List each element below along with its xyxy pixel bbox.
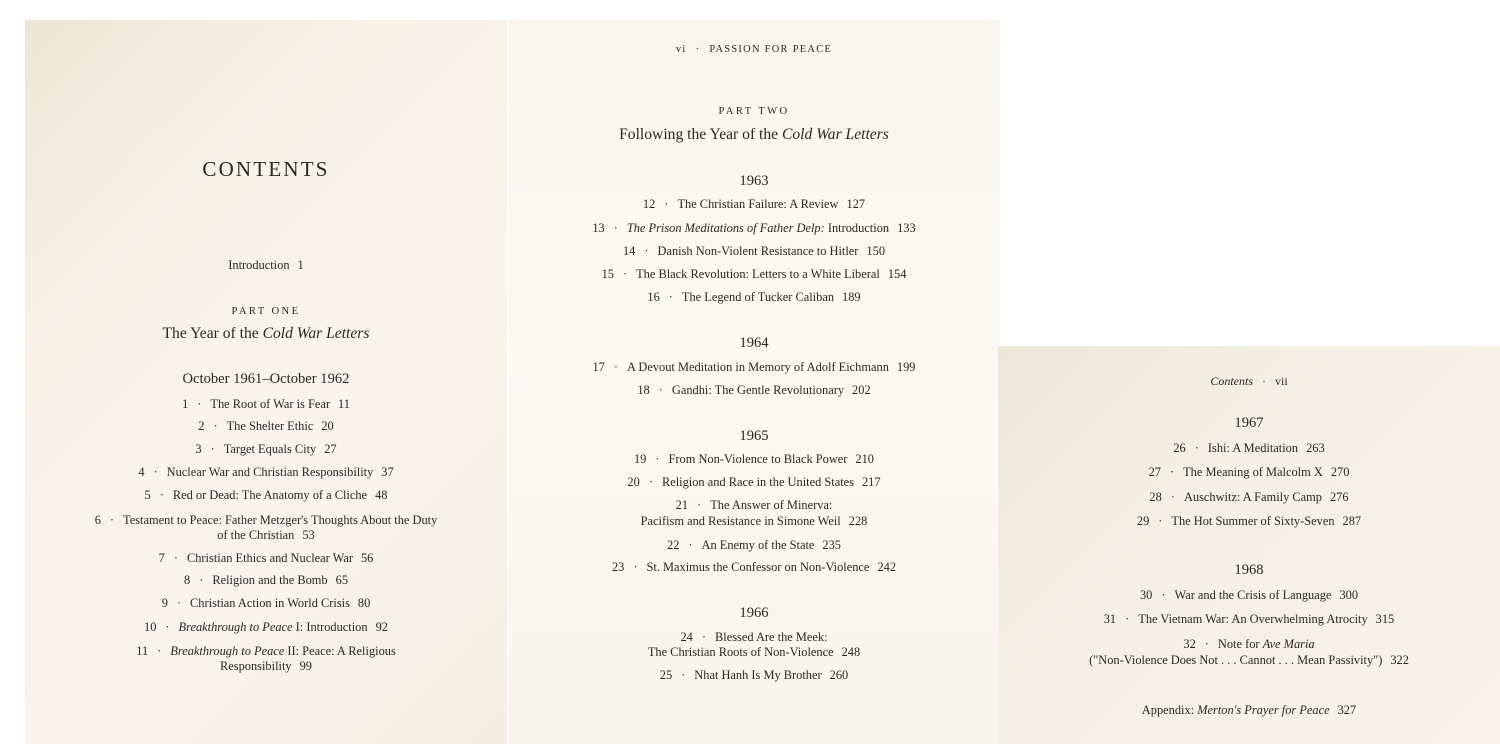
- toc-entry[interactable]: 32 · Note for Ave Maria: [1183, 637, 1315, 651]
- toc-entry[interactable]: 15 · The Black Revolution: Letters to a White Liberal 154: [601, 267, 907, 281]
- contents-page-right: [998, 346, 1500, 744]
- toc-entry[interactable]: 28 · Auschwitz: A Family Camp 276: [1149, 490, 1349, 504]
- toc-entry[interactable]: 19 · From Non-Violence to Black Power 210: [633, 452, 874, 466]
- toc-entry[interactable]: 18 · Gandhi: The Gentle Revolutionary 202: [637, 383, 871, 397]
- year-heading: 1963: [739, 173, 769, 189]
- toc-entry[interactable]: 26 · Ishi: A Meditation 263: [1173, 441, 1325, 455]
- part-two-label: PART TWO: [718, 106, 790, 117]
- year-heading: 1966: [739, 605, 769, 621]
- toc-entry[interactable]: 21 · The Answer of Minerva:: [675, 498, 833, 512]
- toc-entry[interactable]: 9 · Christian Action in World Crisis 80: [161, 596, 371, 610]
- part-one-title: The Year of the Cold War Letters: [162, 325, 370, 342]
- toc-entry[interactable]: 23 · St. Maximus the Confessor on Non-Violence 242: [611, 560, 897, 574]
- year-heading: 1965: [739, 428, 769, 444]
- toc-entry[interactable]: 1 · The Root of War is Fear 11: [182, 397, 350, 411]
- toc-entry[interactable]: 5 · Red or Dead: The Anatomy of a Cliche 48: [144, 488, 388, 502]
- toc-entry[interactable]: 10 · Breakthrough to Peace I: Introduction 92: [144, 620, 388, 634]
- toc-entry[interactable]: 2 · The Shelter Ethic 20: [198, 419, 334, 433]
- contents-page-left: [25, 20, 507, 744]
- toc-entry[interactable]: 14 · Danish Non-Violent Resistance to Hitler 150: [622, 244, 886, 258]
- toc-entry[interactable]: 3 · Target Equals City 27: [195, 442, 337, 456]
- toc-entry[interactable]: 27 · The Meaning of Malcolm X 270: [1148, 465, 1350, 479]
- toc-entry[interactable]: 31 · The Vietnam War: An Overwhelming Atrocity 315: [1103, 612, 1395, 626]
- toc-entry[interactable]: 16 · The Legend of Tucker Caliban 189: [647, 290, 861, 304]
- running-head: Contents · vii: [1210, 374, 1288, 388]
- toc-entry[interactable]: 13 · The Prison Meditations of Father Delp: Introduction 133: [592, 221, 916, 235]
- toc-entry[interactable]: 25 · Nhat Hanh Is My Brother 260: [659, 668, 849, 682]
- part-one-label: PART ONE: [231, 306, 301, 317]
- toc-entry[interactable]: 29 · The Hot Summer of Sixty-Seven 287: [1136, 514, 1362, 528]
- toc-entry[interactable]: 30 · War and the Crisis of Language 300: [1139, 588, 1359, 602]
- toc-entry[interactable]: 24 · Blessed Are the Meek:: [680, 630, 828, 644]
- year-heading: 1967: [1234, 415, 1264, 431]
- contents-heading: CONTENTS: [202, 157, 330, 181]
- toc-entry[interactable]: 8 · Religion and the Bomb 65: [183, 573, 349, 587]
- toc-entry-continued[interactable]: ("Non-Violence Does Not . . . Cannot . . . Mean Passivity") 322: [1089, 653, 1409, 667]
- toc-entry[interactable]: 22 · An Enemy of the State 235: [667, 538, 841, 552]
- year-heading: 1964: [739, 335, 769, 351]
- toc-entry-introduction[interactable]: Introduction 1: [228, 258, 304, 272]
- toc-entry-continued[interactable]: Pacifism and Resistance in Simone Weil 228: [640, 514, 868, 528]
- toc-entry-appendix[interactable]: Appendix: Merton's Prayer for Peace 327: [1141, 703, 1357, 717]
- contents-page-middle: [508, 20, 1000, 744]
- toc-entry[interactable]: 20 · Religion and Race in the United States 217: [627, 475, 881, 489]
- period-heading: October 1961–October 1962: [182, 371, 350, 387]
- toc-entry-continued[interactable]: Responsibility 99: [220, 659, 312, 673]
- toc-entry[interactable]: 6 · Testament to Peace: Father Metzger's Thoughts About the Duty: [94, 513, 438, 527]
- year-heading: 1968: [1234, 562, 1264, 578]
- toc-entry[interactable]: 17 · A Devout Meditation in Memory of Adolf Eichmann 199: [592, 360, 916, 374]
- toc-entry[interactable]: 4 · Nuclear War and Christian Responsibility 37: [138, 465, 394, 479]
- toc-entry-continued[interactable]: of the Christian 53: [217, 528, 315, 542]
- part-two-title: Following the Year of the Cold War Letters: [619, 126, 889, 143]
- running-head: vi · PASSION FOR PEACE: [675, 44, 833, 55]
- toc-entry[interactable]: 7 · Christian Ethics and Nuclear War 56: [158, 551, 374, 565]
- toc-entry-continued[interactable]: The Christian Roots of Non-Violence 248: [647, 645, 861, 659]
- toc-entry[interactable]: 12 · The Christian Failure: A Review 127: [642, 197, 866, 211]
- toc-entry[interactable]: 11 · Breakthrough to Peace II: Peace: A Religious: [136, 644, 396, 658]
